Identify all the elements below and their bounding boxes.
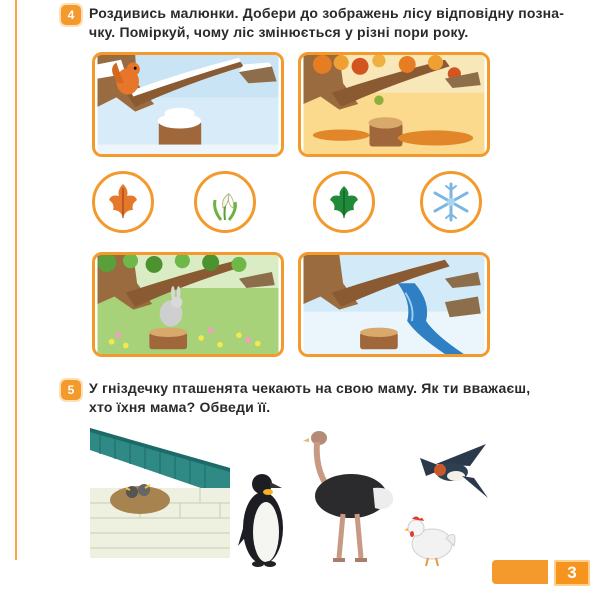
task-line: хто їхня мама? Обведи її. — [89, 399, 271, 415]
forest-panel-spring[interactable] — [298, 252, 490, 357]
task-instructions — [89, 4, 564, 42]
task-number: 5 — [67, 383, 75, 397]
page-number-text: 3 — [567, 563, 577, 582]
forest-panel-autumn[interactable] — [298, 52, 490, 157]
swallow-image[interactable] — [416, 440, 492, 502]
task-number-badge — [61, 380, 81, 400]
task-instructions — [89, 379, 530, 417]
green-leaf-symbol[interactable] — [313, 171, 375, 233]
spring-forest-illustration — [301, 255, 487, 354]
snowflake-symbol[interactable] — [420, 171, 482, 233]
task-number-badge — [61, 5, 81, 25]
task-number: 4 — [67, 8, 75, 22]
task-line: Роздивись малюнки. Добери до зображень лісу відповідну позна- — [89, 5, 565, 21]
page-number-tab — [492, 560, 548, 584]
forest-panel-summer[interactable] — [92, 252, 284, 357]
penguin-image[interactable] — [232, 468, 294, 568]
summer-forest-illustration — [95, 255, 281, 354]
ostrich-image[interactable] — [303, 428, 395, 568]
oak-leaf-symbol[interactable] — [92, 171, 154, 233]
task-line: чку. Поміркуй, чому ліс змінюється у різні пори року. — [89, 24, 469, 40]
winter-forest-illustration — [95, 55, 281, 154]
snowdrop-flower-icon — [203, 180, 247, 224]
green-leaf-icon — [322, 180, 366, 224]
autumn-forest-illustration — [301, 55, 487, 154]
snowdrop-symbol[interactable] — [194, 171, 256, 233]
forest-panel-winter[interactable] — [92, 52, 284, 157]
page-margin-line — [15, 0, 17, 560]
page-number — [554, 560, 590, 586]
task-line: У гніздечку пташенята чекають на свою маму. Як ти вважаєш, — [89, 380, 531, 396]
oak-leaf-autumn-icon — [101, 180, 145, 224]
snowflake-icon — [429, 180, 473, 224]
nest-under-roof-image — [90, 428, 230, 558]
hen-image[interactable] — [402, 510, 460, 568]
